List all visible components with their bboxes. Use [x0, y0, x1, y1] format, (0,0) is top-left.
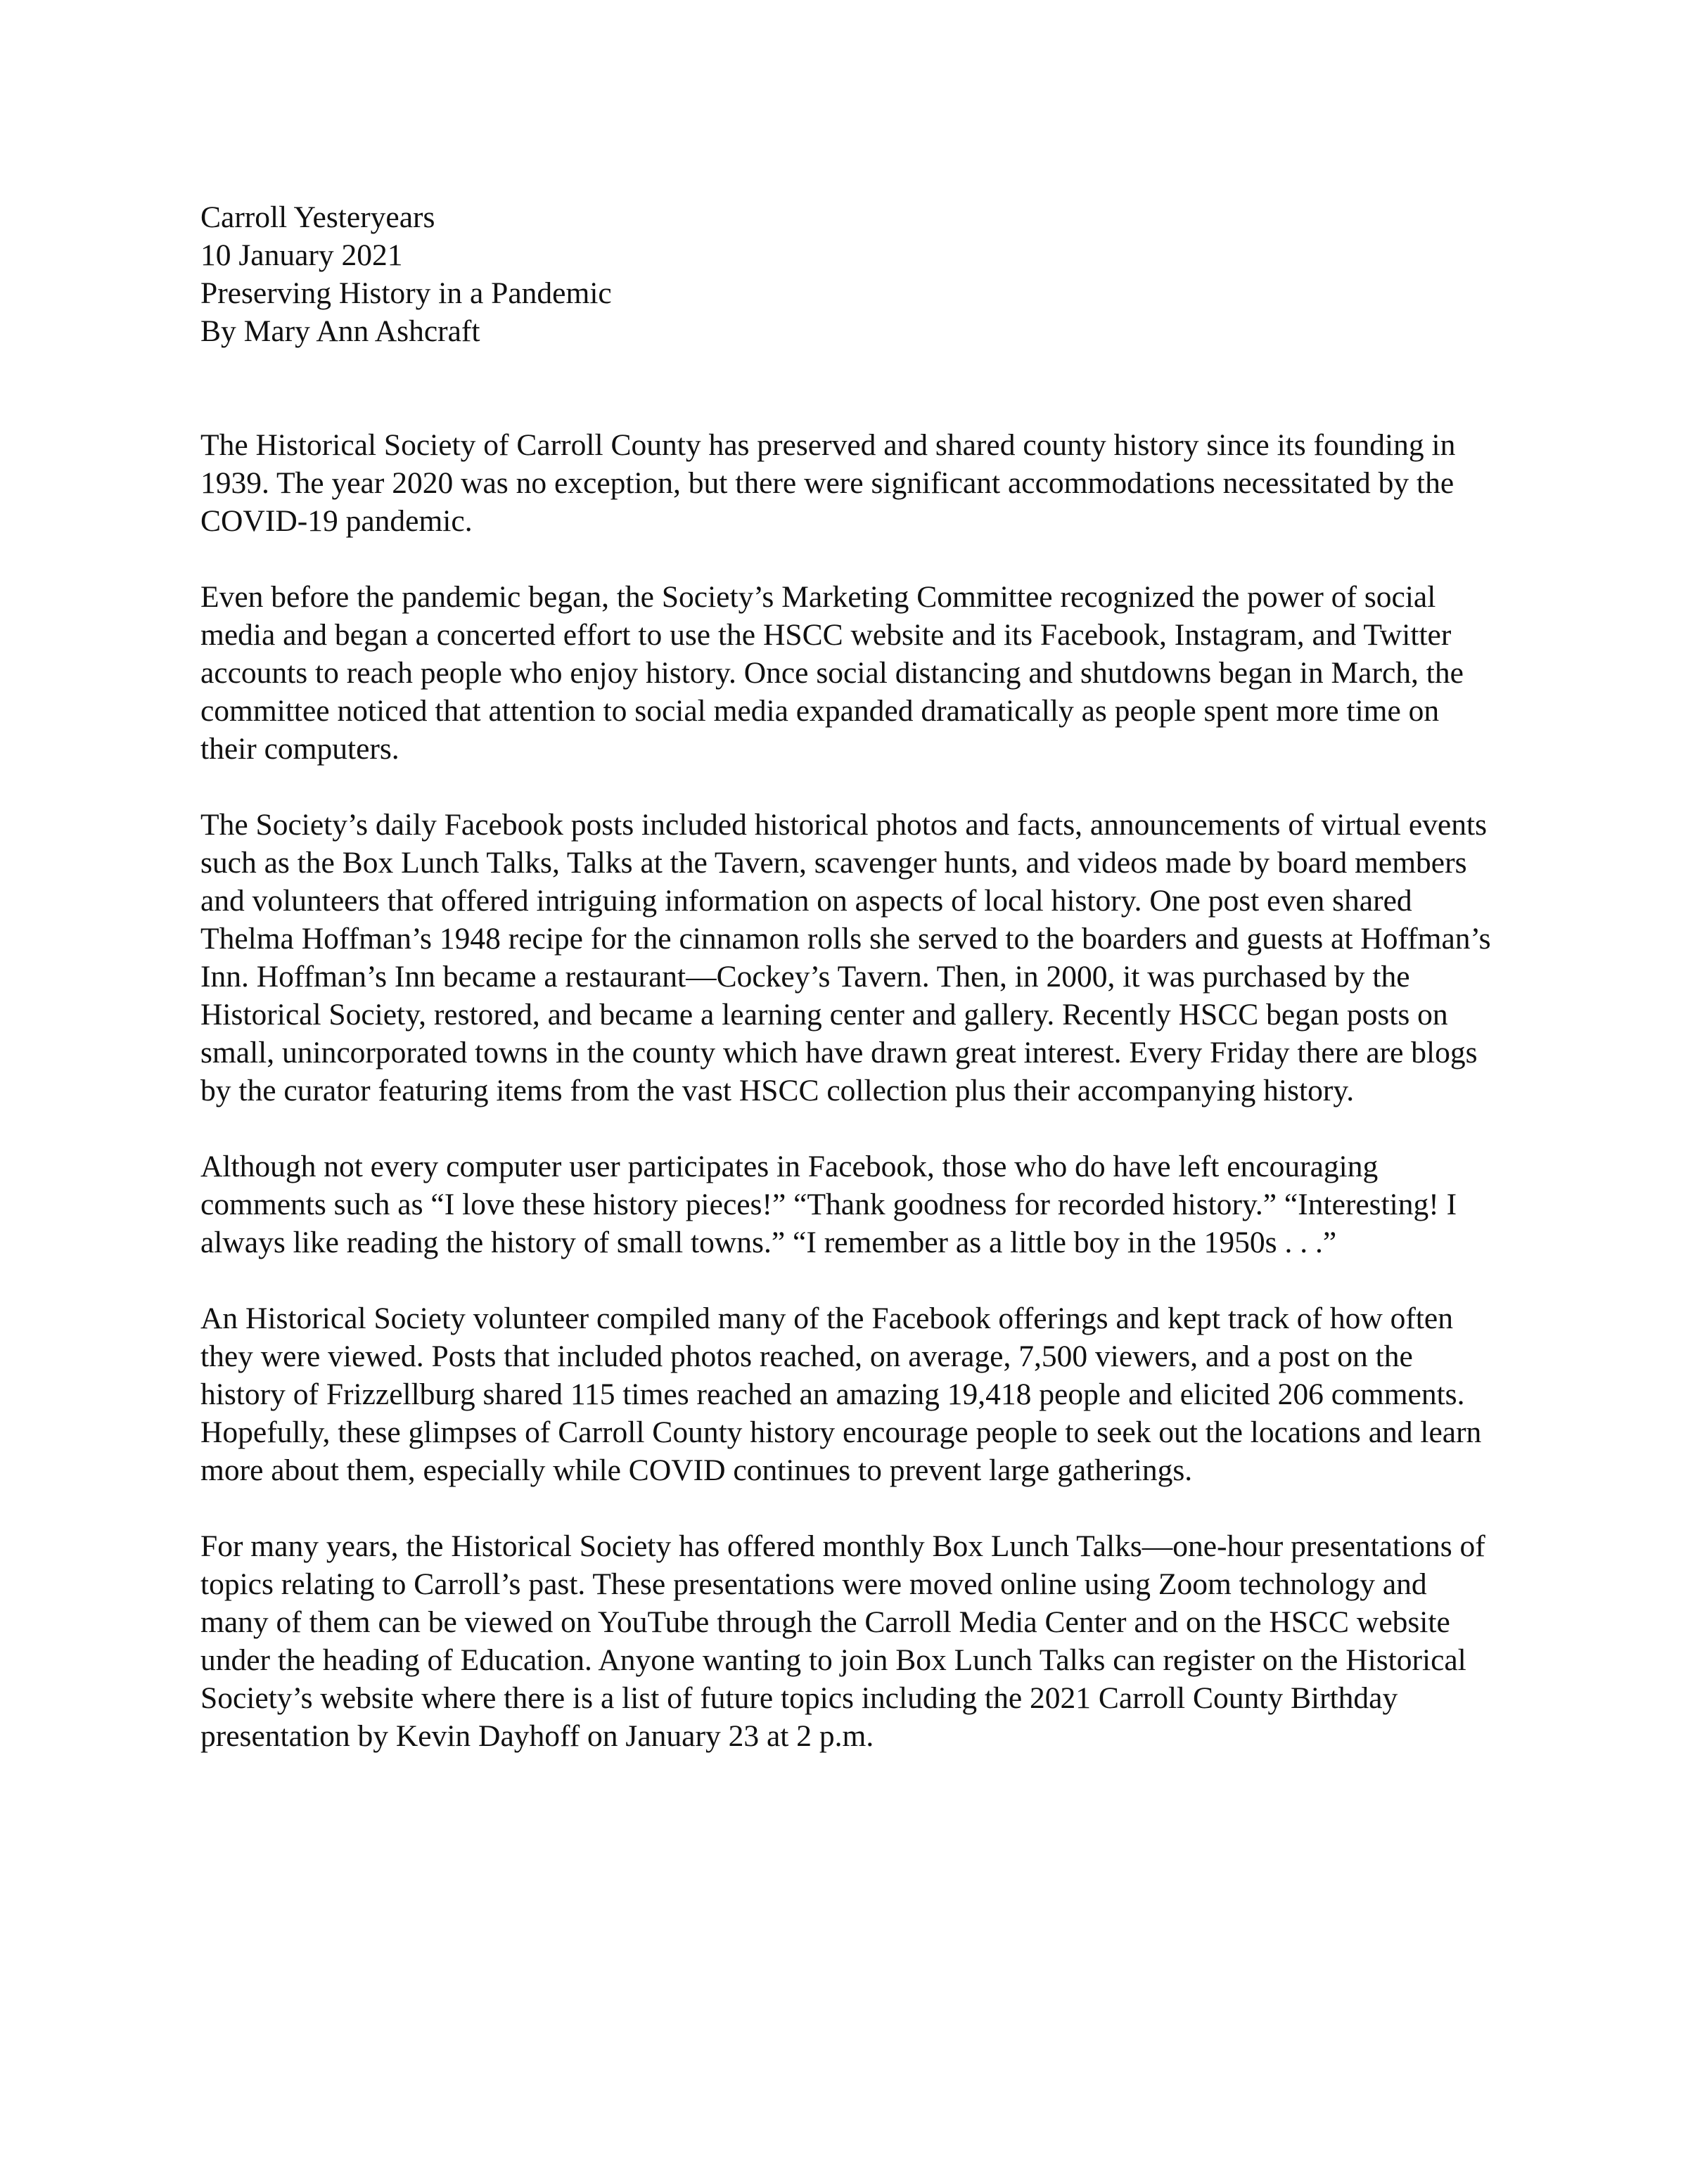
paragraph-facebook-posts: The Society’s daily Facebook posts included historical photos and facts, announcements of virtual events such as the Box Lunch Talks, Talks at the Tavern, scavenger hunts, and videos made by board members and volunteers that offered intriguing information on aspects of local history. One post even shared Thelma Hoffman’s 1948 recipe for the cinnamon rolls she served to the boarders and guests at Hoffman’s Inn. Hoffman’s Inn became a restaurant—Cockey’s Tavern. Then, in 2000, it was purchased by the Historical Society, restored, and became a learning center and gallery. Recently HSCC began posts on small, unincorporated towns in the county which have drawn great interest. Every Friday there are blogs by the curator featuring items from the vast HSCC collection plus their accompanying history.	[200, 808, 1491, 1107]
article-header	[200, 198, 1502, 350]
article-byline: By Mary Ann Ashcraft	[200, 314, 480, 348]
article-title: Preserving History in a Pandemic	[200, 276, 612, 310]
paragraph-social-media: Even before the pandemic began, the Society’s Marketing Committee recognized the power of social media and began a concerted effort to use the HSCC website and its Facebook, Instagram, and Twitter accounts to reach people who enjoy history. Once social distancing and shutdowns began in March, the committee noticed that attention to social media expanded dramatically as people spent more time on their computers.	[200, 580, 1464, 766]
article-date: 10 January 2021	[200, 238, 403, 272]
document-page	[200, 198, 1502, 1755]
paragraph-intro: The Historical Society of Carroll County has preserved and shared county history since its founding in 1939. The year 2020 was no exception, but there were significant accommodations necessitated by the COVID-19 pandemic.	[200, 428, 1456, 538]
paragraph-comments: Although not every computer user participates in Facebook, those who do have left encouraging comments such as “I love these history pieces!” “Thank goodness for recorded history.” “Interesting! I always like reading the history of small towns.” “I remember as a little boy in the 1950s . . .”	[200, 1150, 1457, 1259]
paragraph-box-lunch-talks: For many years, the Historical Society has offered monthly Box Lunch Talks—one-hour presentations of topics relating to Carroll’s past. These presentations were moved online using Zoom technology and many of them can be viewed on YouTube through the Carroll Media Center and on the HSCC website under the heading of Education. Anyone wanting to join Box Lunch Talks can register on the Historical Society’s website where there is a list of future topics including the 2021 Carroll County Birthday presentation by Kevin Dayhoff on January 23 at 2 p.m.	[200, 1529, 1485, 1753]
article-body	[200, 426, 1502, 1755]
paragraph-statistics: An Historical Society volunteer compiled many of the Facebook offerings and kept track of how often they were viewed. Posts that included photos reached, on average, 7,500 viewers, and a post on the history of Frizzellburg shared 115 times reached an amazing 19,418 people and elicited 206 comments. Hopefully, these glimpses of Carroll County history encourage people to seek out the locations and learn more about them, especially while COVID continues to prevent large gatherings.	[200, 1302, 1482, 1487]
column-name: Carroll Yesteryears	[200, 200, 435, 234]
